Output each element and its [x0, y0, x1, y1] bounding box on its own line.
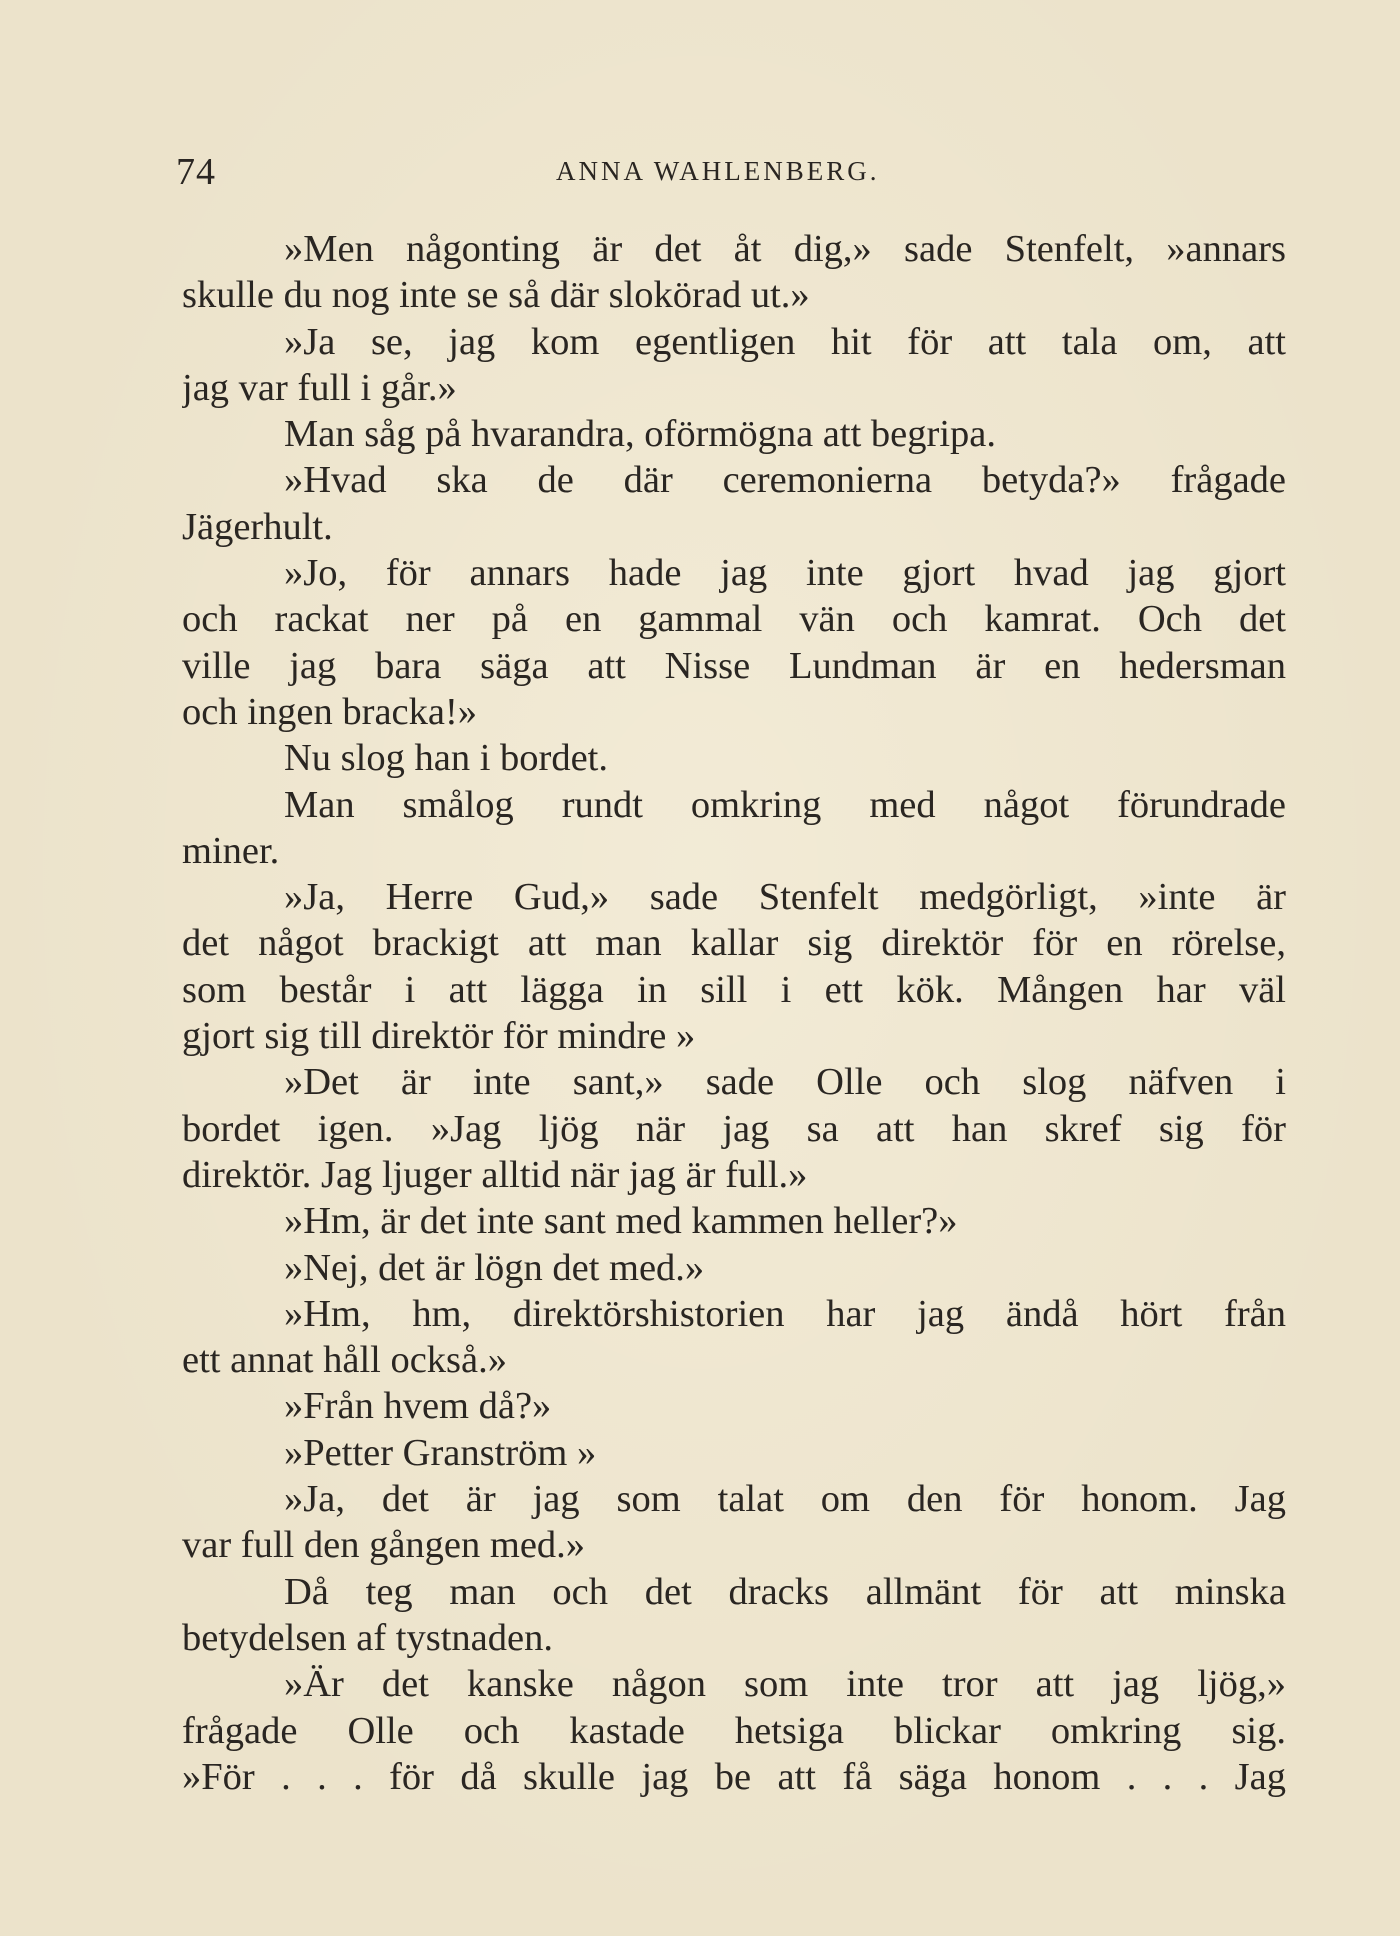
text-line: Jägerhult.: [182, 505, 333, 548]
text-line: och ingen bracka!»: [182, 690, 478, 733]
text-line: bordet igen. »Jag ljög när jag sa att han skref sig för: [182, 1107, 1286, 1150]
text-line: och rackat ner på en gammal vän och kamrat. Och det: [182, 598, 1286, 641]
text-line: Man smålog rundt omkring med något förundrade: [284, 783, 1286, 826]
text-line: »Det är inte sant,» sade Olle och slog näfven i: [284, 1061, 1286, 1104]
text-line: ville jag bara säga att Nisse Lundman är en hedersman: [182, 644, 1286, 687]
text-line: »Petter Granström »: [284, 1431, 597, 1474]
text-line: skulle du nog inte se så där slokörad ut.»: [182, 274, 810, 317]
text-line: »Men någonting är det åt dig,» sade Stenfelt, »annars: [284, 228, 1286, 270]
text-line: »Hm, är det inte sant med kammen heller?»: [284, 1200, 958, 1243]
running-title: ANNA WAHLENBERG.: [556, 156, 880, 186]
text-line: »Från hvem då?»: [284, 1385, 552, 1428]
text-line: det något brackigt att man kallar sig direktör för en rörelse,: [182, 922, 1286, 965]
text-line: ett annat håll också.»: [182, 1339, 507, 1382]
text-line: »Ja, det är jag som talat om den för honom. Jag: [284, 1478, 1286, 1521]
text-line: direktör. Jag ljuger alltid när jag är full.»: [182, 1153, 808, 1196]
running-head: [176, 150, 1292, 200]
text-line: »Ja se, jag kom egentligen hit för att tala om, att: [284, 320, 1286, 363]
text-line: frågade Olle och kastade hetsiga blickar omkring sig.: [182, 1709, 1286, 1752]
text-line: »Hvad ska de där ceremonierna betyda?» frågade: [284, 459, 1286, 502]
text-line: »Hm, hm, direktörshistorien har jag ändå hört från: [284, 1292, 1286, 1335]
text-line: betydelsen af tystnaden.: [182, 1616, 553, 1659]
text-line: Då teg man och det dracks allmänt för att minska: [284, 1570, 1286, 1613]
text-line: som består i att lägga in sill i ett kök. Mången har väl: [182, 968, 1286, 1011]
text-line: »Är det kanske någon som inte tror att jag ljög,»: [284, 1663, 1286, 1706]
page-number: 74: [176, 151, 216, 193]
text-line: »För . . . för då skulle jag be att få säga honom . . . Jag: [182, 1755, 1286, 1798]
text-line: Nu slog han i bordet.: [284, 737, 608, 780]
text-line: var full den gången med.»: [182, 1524, 586, 1567]
text-line: »Jo, för annars hade jag inte gjort hvad jag gjort: [284, 552, 1286, 595]
text-line: gjort sig till direktör för mindre »: [182, 1015, 696, 1058]
body-text: [182, 226, 1286, 1800]
text-line: »Ja, Herre Gud,» sade Stenfelt medgörligt, »inte är: [284, 876, 1286, 919]
text-line: miner.: [182, 829, 280, 872]
text-line: jag var full i går.»: [182, 366, 457, 409]
text-line: »Nej, det är lögn det med.»: [284, 1246, 705, 1289]
text-line: Man såg på hvarandra, oförmögna att begripa.: [284, 413, 996, 456]
